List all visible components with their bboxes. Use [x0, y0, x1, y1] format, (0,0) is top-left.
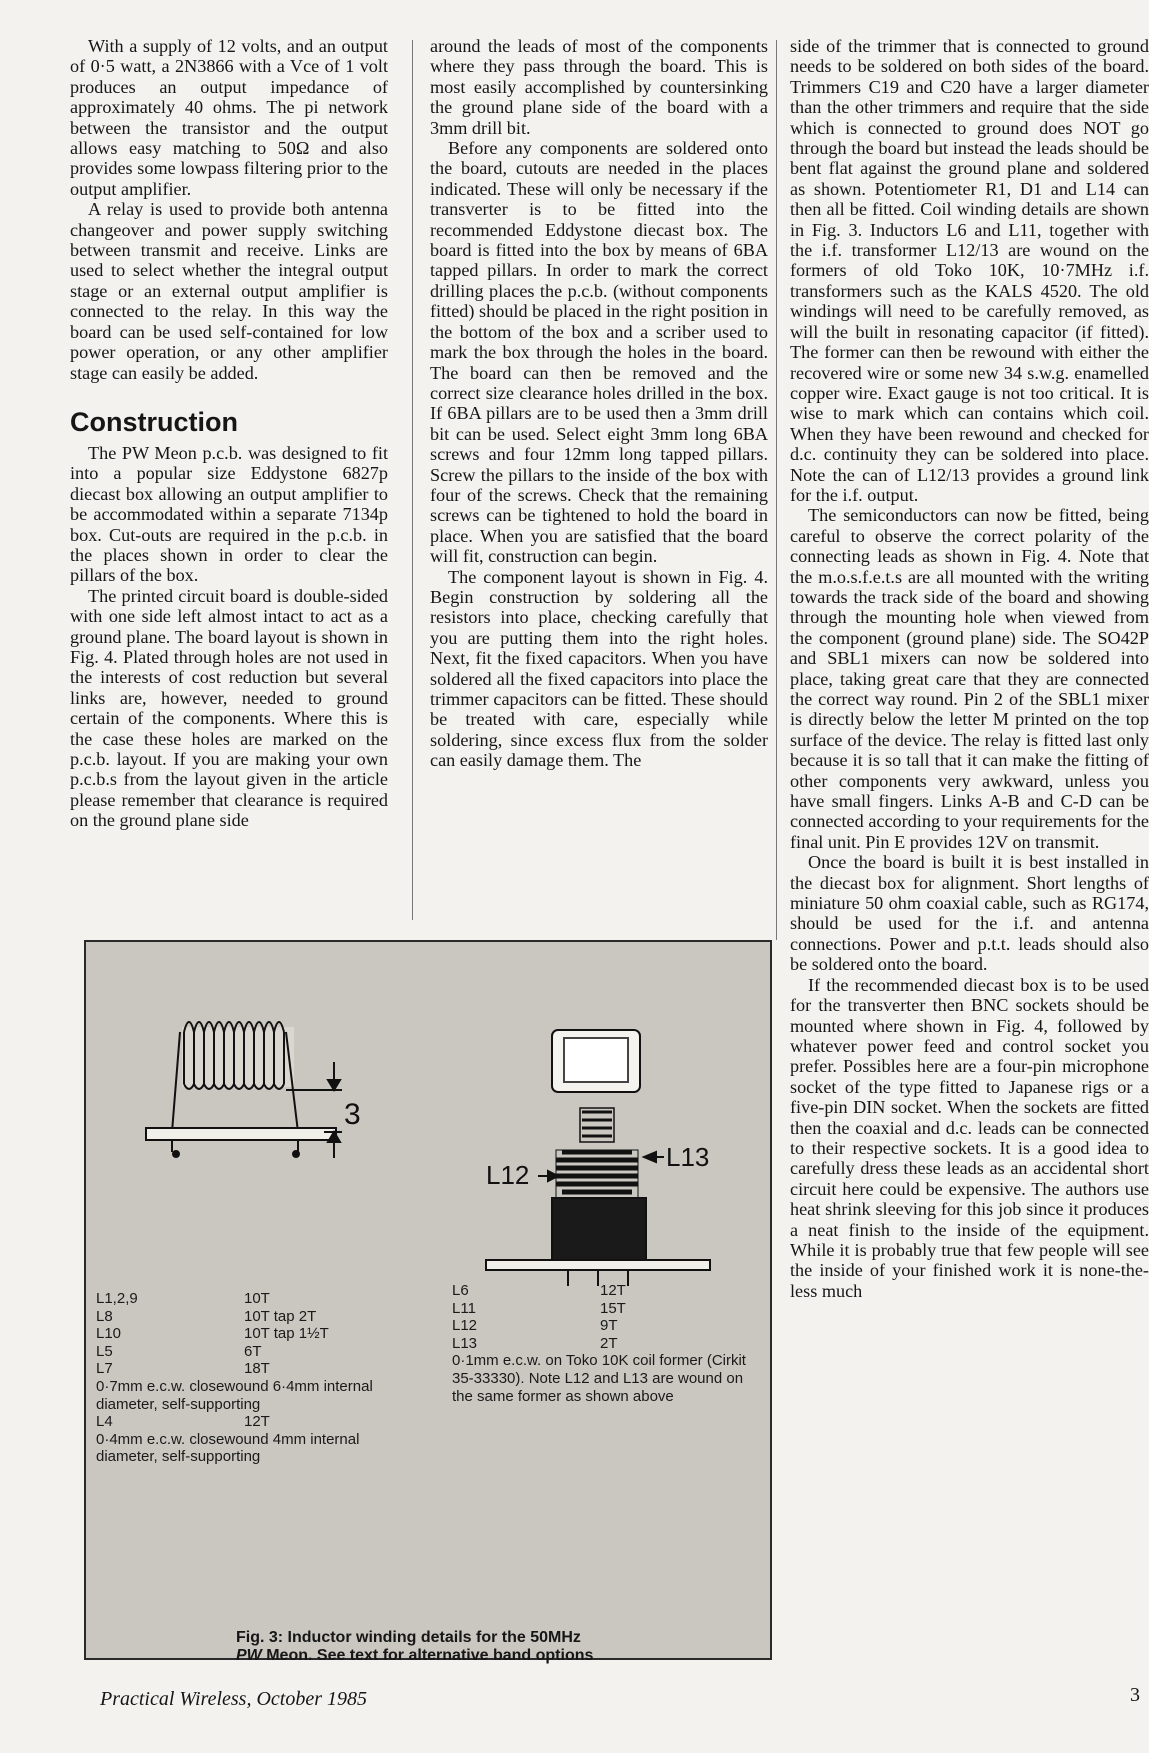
- label-l12: L12: [486, 1160, 530, 1190]
- paragraph: Once the board is built it is best installed in the diecast box for alignment. Short lengths of miniature 50 ohm coaxial cable, such as RG174, should be used for the i.f. and antenna connections. Power and p.t.t. leads should also be soldered onto the board.: [790, 852, 1149, 975]
- page-number: 3: [1130, 1684, 1140, 1706]
- coil-turns: 2T: [600, 1334, 618, 1352]
- figure-caption: [236, 1629, 676, 1665]
- paragraph: A relay is used to provide both antenna changeover and power supply switching between transmit and receive. Links are used to select whether the integral output stage or an external output amplifier is connected to the relay. In this way the board can be used self-contained for low power operation, or any other amplifier stage can easily be added.: [70, 199, 388, 383]
- paragraph: The printed circuit board is double-sided with one side left almost intact to act as a ground plane. The board layout is shown in Fig. 4. Plated through holes are not used in the interests of cost reduction but several links are, however, needed to ground certain of the components. Where this is the case these holes are marked on the p.c.b. layout. If you are making your own p.c.b.s from the layout given in the article please remember that clearance is required on the ground plane side: [70, 585, 388, 831]
- publication-footer: Practical Wireless, October 1985: [100, 1688, 367, 1710]
- coil-name: L7: [96, 1360, 113, 1378]
- coil-name: L1,2,9: [96, 1290, 138, 1307]
- paragraph: The component layout is shown in Fig. 4. Begin construction by soldering all the resistors into place, checking carefully that you are putting them into the right holes. Next, fit the fixed capacitors. When you have soldered all the fixed capacitors into place the trimmer capacitors can be fitted. These should be treated with care, especially while soldering, since excess flux from the solder can easily damage them. The: [430, 566, 768, 771]
- coil-name: L12: [452, 1317, 478, 1335]
- coil-turns: 18T: [244, 1360, 270, 1378]
- coil-turns: 15T: [600, 1299, 626, 1317]
- column-3: [790, 36, 1149, 1301]
- paragraph: side of the trimmer that is connected to ground needs to be soldered on both sides of the board. Trimmers C19 and C20 have a larger diameter than the other trimmers and require that the side which is connected to ground does NOT go through the board but instead the leads should be bent flat against the ground plane and soldered as shown. Potentiometer R1, D1 and L14 can then all be fitted. Coil winding details are shown in Fig. 3. Inductors L6 and L11, together with the i.f. transformer L12/13 are wound on the formers of old Toko 10K, 10·7MHz i.f. transformers such as the KALS 4520. The old windings will need to be carefully removed, as will the built in resonating capacitor (if fitted). The former can then be rewound with either the recovered wire or some new 34 s.w.g. enamelled copper wire. Exact gauge is not too critical. It is wise to mark which can contains which coil. When they have been rewound and checked for d.c. continuity they can be soldered into place. Note the can of L12/13 provides a ground link for the i.f. output.: [790, 36, 1149, 505]
- coil-spec-row: [96, 1360, 416, 1378]
- coil-spec-row: [96, 1413, 416, 1431]
- figure-3: [84, 940, 772, 1664]
- coil-name: L13: [452, 1334, 478, 1352]
- air-coil-drawing: [172, 1022, 336, 1132]
- coil-name: L10: [96, 1325, 122, 1343]
- coil-spec-row: [452, 1282, 762, 1300]
- coil-name: L8: [96, 1307, 113, 1325]
- coil-turns: 12T: [600, 1282, 626, 1299]
- paragraph: If the recommended diecast box is to be used for the transverter then BNC sockets should be mounted where shown in Fig. 4, followed by whatever power feed and control socket you prefer. Possibles here are a four-pin microphone socket of the type fitted to Japanese rigs or a five-pin DIN socket. When the sockets are fitted then the coaxial and d.c. leads can be connected to their respective sockets. It is a good idea to carefully dress these leads as an accidental short circuit here could be expensive. The authors use heat shrink sleeving for this job since it produces a neat finish to the inside of the equipment. While it is probably true that few people will see the inside of your finished work it is none-the-less much: [790, 974, 1149, 1301]
- coil-name: L4: [96, 1413, 113, 1431]
- coil-turns: 10T tap 1½T: [244, 1325, 329, 1343]
- right-spec-table: [452, 1282, 762, 1405]
- coil-spec-row: [452, 1317, 762, 1335]
- coil-spec-row: [96, 1343, 416, 1361]
- coil-turns: 12T: [244, 1413, 270, 1431]
- left-spec-table: [96, 1290, 416, 1466]
- coil-turns: 10T: [244, 1290, 270, 1307]
- coil-name: L6: [452, 1282, 469, 1299]
- paragraph: Before any components are soldered onto the board, cutouts are needed in the places indicated. These will only be necessary if the transverter is to be fitted into the recommended Eddystone diecast box. The board is fitted into the box by means of 6BA tapped pillars. In order to mark the correct drilling places the p.c.b. (without components fitted) should be placed in the right position in the bottom of the box and a scriber used to mark the box through the holes in the board. The board can then be removed and the correct size clearance holes drilled in the box. If 6BA pillars are to be used then a 3mm drill bit can be used. Select eight 3mm long 6BA screws and four 12mm long tapped pillars. Screw the pillars to the inside of the box with four of the screws. Check that the remaining screws can be tightened to hold the board in place. When you are satisfied that the board will fit, construction can begin.: [430, 138, 768, 567]
- coil-spec-row: [96, 1325, 416, 1343]
- paragraph: around the leads of most of the components where they pass through the board. This is most easily accomplished by countersinking the ground plane side of the board with a 3mm drill bit.: [430, 36, 768, 138]
- section-heading: Construction: [70, 406, 238, 437]
- column-divider: [776, 40, 777, 940]
- dimension-marker: [324, 1062, 342, 1158]
- dimension-label: 3: [344, 1098, 361, 1131]
- caption-line-1: Fig. 3: Inductor winding details for the 50MHz: [236, 1629, 581, 1646]
- coil-spec-row: [452, 1335, 762, 1353]
- coil-turns: 6T: [244, 1342, 262, 1360]
- paragraph: With a supply of 12 volts, and an output of 0·5 watt, a 2N3866 with a Vce of 1 volt produces an output impedance of approximately 40 ohms. The pi network between the transistor and the output allows easy matching to 50Ω and also provides some lowpass filtering prior to the output amplifier.: [70, 36, 388, 199]
- caption-pw: PW: [236, 1647, 262, 1664]
- column-2: [430, 36, 768, 771]
- winding-note: 0·7mm e.c.w. closewound 6·4mm internal diameter, self-supporting: [96, 1377, 373, 1413]
- coil-name: L5: [96, 1342, 113, 1360]
- coil-spec-row: [96, 1308, 416, 1326]
- caption-line-2: [236, 1647, 676, 1665]
- winding-note: 0·1mm e.c.w. on Toko 10K coil former (Cirkit 35-33330). Note L12 and L13 are wound on the same former as shown above: [452, 1352, 746, 1405]
- column-divider: [412, 40, 413, 920]
- label-l13: L13: [666, 1142, 710, 1172]
- coil-turns: 9T: [600, 1317, 618, 1335]
- coil-name: L11: [452, 1299, 476, 1317]
- caption-line-2-text: Meon. See text for alternative band options: [261, 1647, 594, 1664]
- paragraph: The semiconductors can now be fitted, being careful to observe the correct polarity of the connecting leads as shown in Fig. 4. Note that the m.o.s.f.e.t.s are all mounted with the writing towards the track side of the board and showing through the mounting hole when viewed from the component (ground plane) side. The SO42P and SBL1 mixers can now be soldered into place, taking great care that they are connected the correct way round. Pin 2 of the SBL1 mixer is directly below the letter M printed on the top surface of the device. The relay is fitted last only because it is so tall that it can make the fitting of other components very awkward, unless you have small fingers. Links A-B and C-D can be connected according to your requirements for the final unit. Pin E provides 12V on transmit.: [790, 505, 1149, 852]
- paragraph: The PW Meon p.c.b. was designed to fit into a popular size Eddystone 6827p diecast box allowing an output amplifier to be accommodated within a separate 7134p box. Cut-outs are required in the p.c.b. in the places shown in order to clear the pillars of the box.: [70, 442, 388, 586]
- coil-turns: 10T tap 2T: [244, 1307, 317, 1325]
- coil-spec-row: [452, 1300, 762, 1318]
- winding-note: 0·4mm e.c.w. closewound 4mm internal diameter, self-supporting: [96, 1430, 360, 1466]
- pcb-board-left: [146, 1128, 336, 1157]
- coil-spec-row: [96, 1290, 416, 1308]
- column-1: [70, 36, 388, 831]
